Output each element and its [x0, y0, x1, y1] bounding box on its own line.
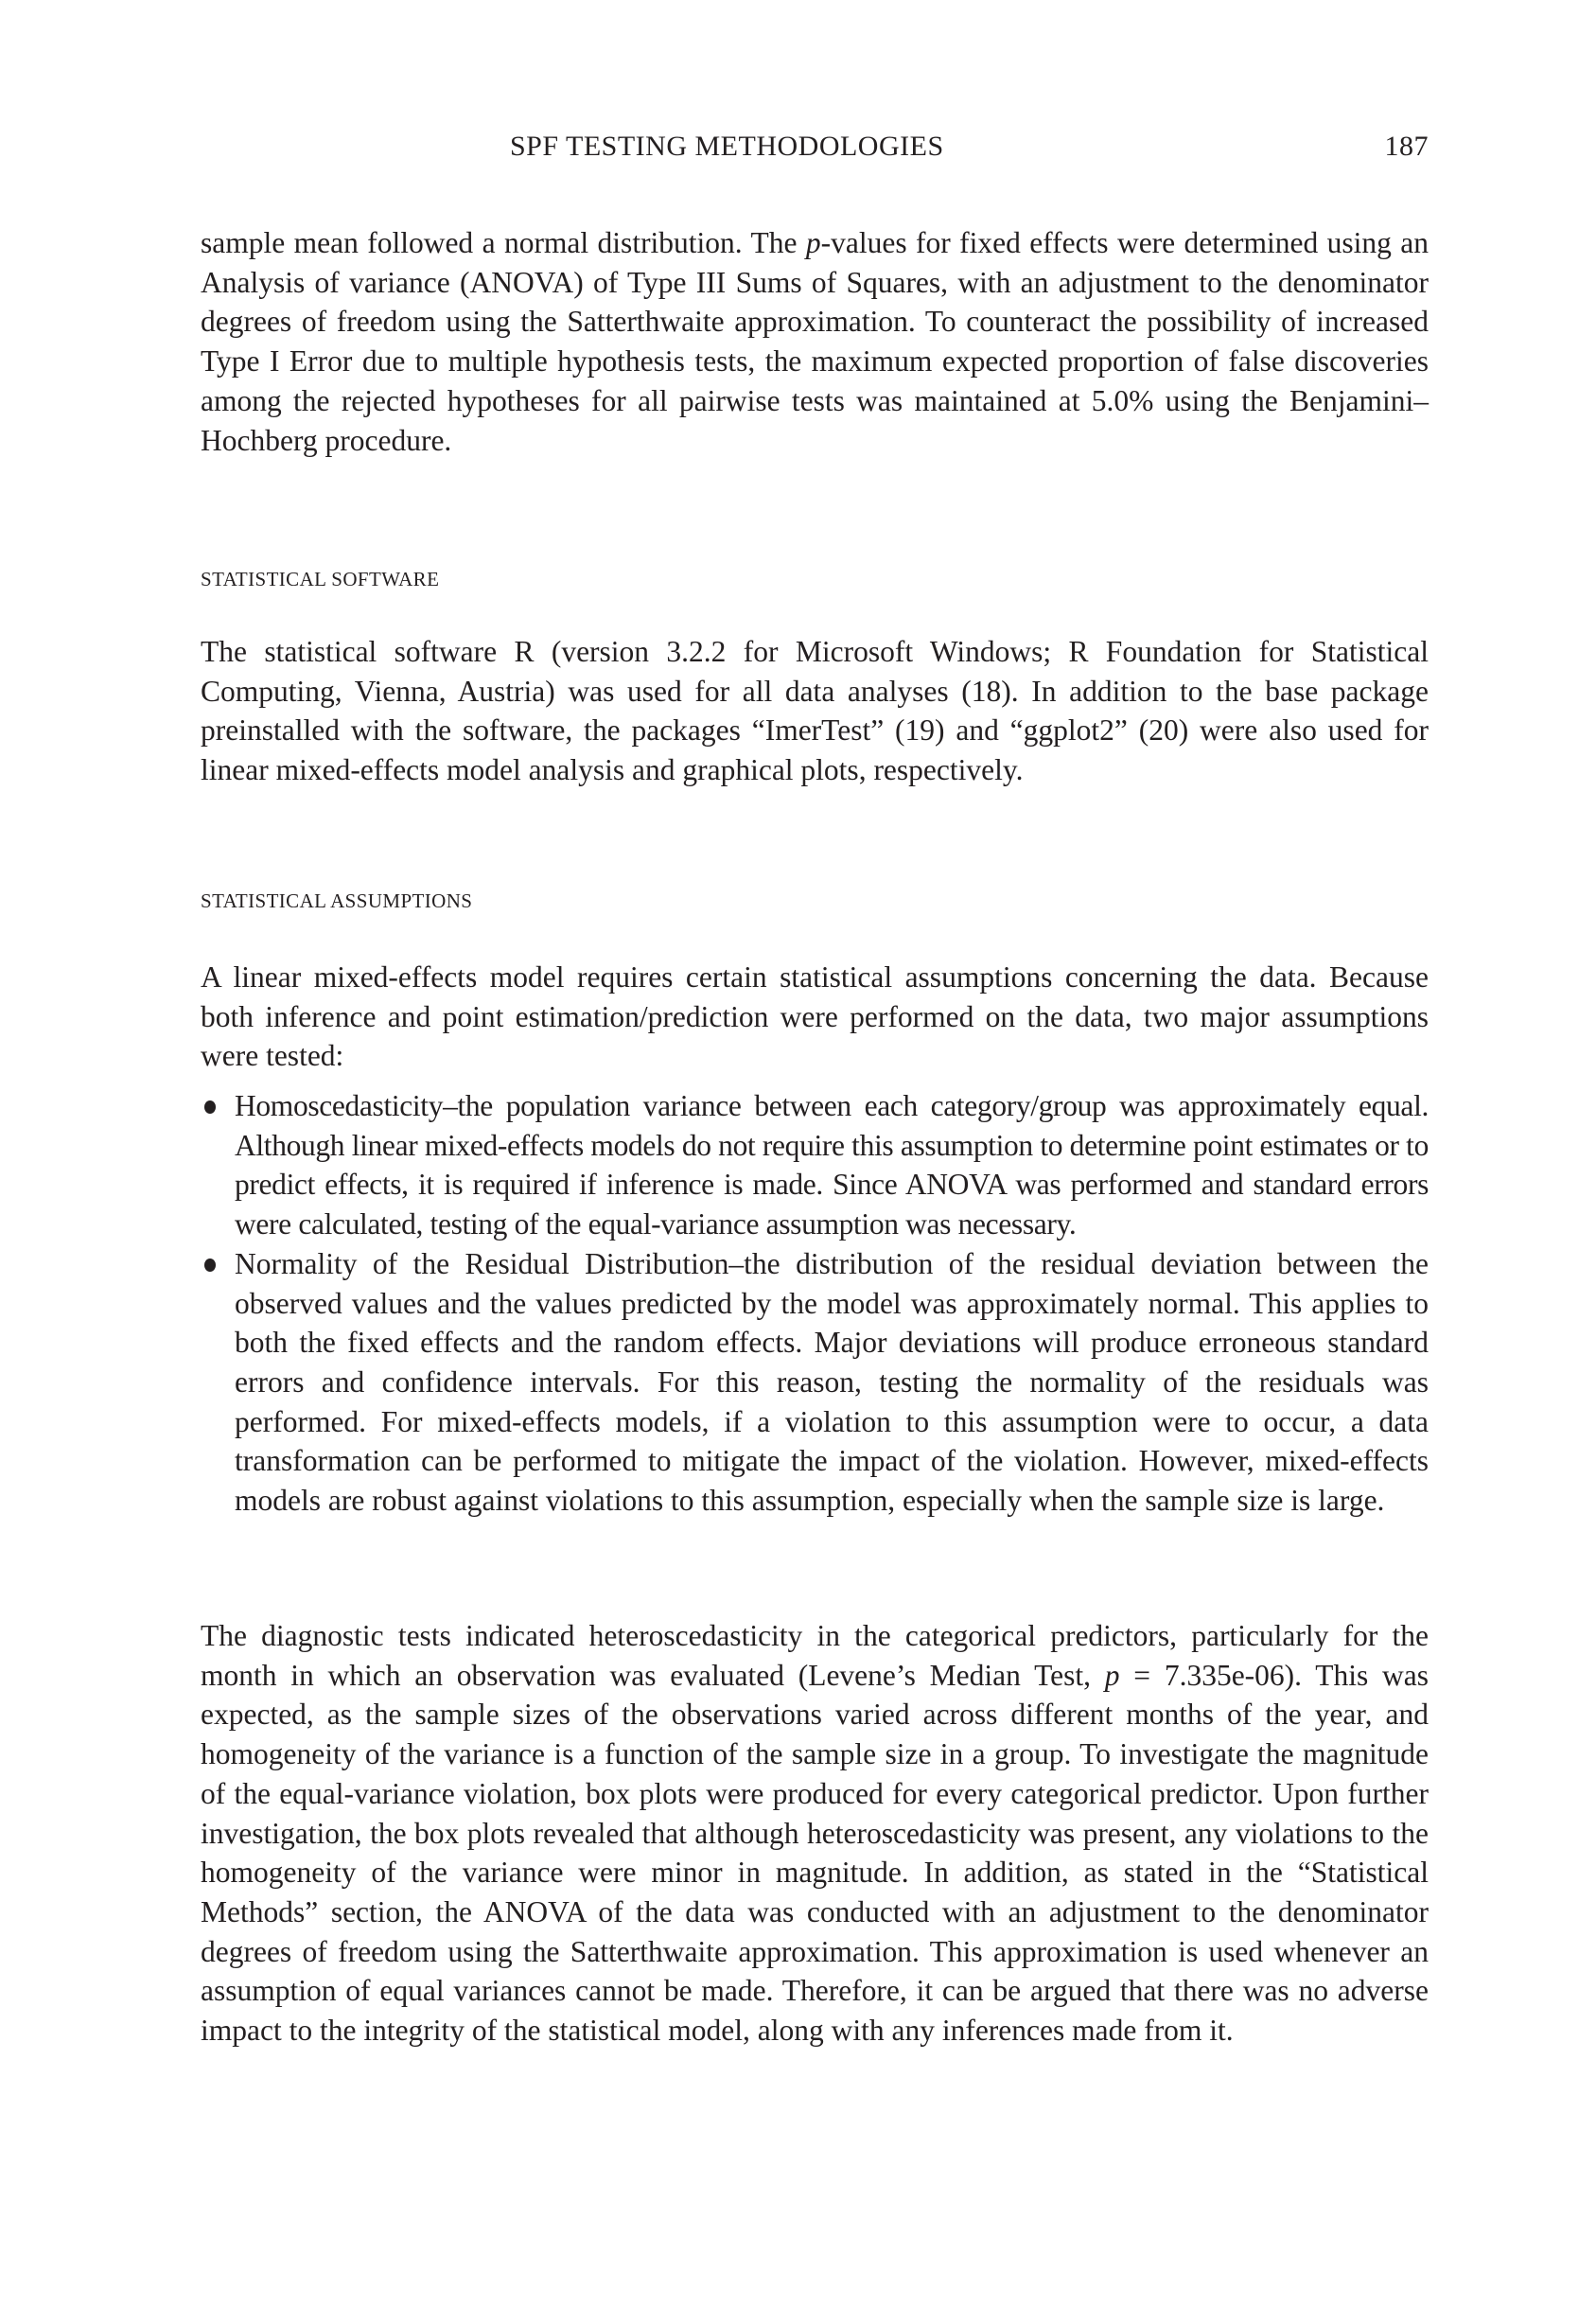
bullet-text: Normality of the Residual Distribution–the distribution of the residual deviation between the observed values and the values predicted by the model was approximately normal. This applies to both the fixed effects and the random effects. Major deviations will produce erroneous standard errors and confidence intervals. For this reason, testing the normality of the residuals was performed. For mixed-effects models, if a violation to this assumption were to occur, a data transformation can be performed to mitigate the impact of the violation. However, mixed-effects models are robust against violations to this assumption, especially when the sample size is large.: [235, 1246, 1429, 1518]
bullet-dot-icon: [204, 1259, 216, 1272]
bullet-text: Homoscedasticity–the population variance between each category/group was approximately equal. Although linear mixed-effects models do not require this assumption to determine point estimates or to predict effects, it is required if inference is made. Since ANOVA was performed and standard errors were calculated, testing of the equal-variance assumption was necessary.: [235, 1089, 1429, 1241]
text-run: The diagnostic tests indicated heteroscedasticity in the categorical predictors, particularly for the month in which an observation was evaluated (Levene’s Median Test,: [201, 1619, 1429, 1692]
text-run: = 7.335e-06). This was expected, as the sample sizes of the observations varied across different months of the year, and homogeneity of the variance is a function of the sample size in a group. To investigate the magnitude of the equal-variance violation, box plots were produced for every categorical predictor. Upon further investigation, the box plots revealed that although heteroscedasticity was present, any violations to the homogeneity of the variance were minor in magnitude. In addition, as stated in the “Statistical Methods” section, the ANOVA of the data was conducted with an adjustment to the denominator degrees of freedom using the Satterthwaite approximation. This approximation is used whenever an assumption of equal variances cannot be made. Therefore, it can be argued that there was no adverse impact to the integrity of the statistical model, along with any inferences made from it.: [201, 1658, 1429, 2048]
page-number: 187: [1384, 131, 1429, 162]
paragraph-statistical-software: The statistical software R (version 3.2.2 for Microsoft Windows; R Foundation for Statistical Computing, Vienna, Austria) was used for all data analyses (18). In addition to the base package preinstalled with the software, the packages “ImerTest” (19) and “ggplot2” (20) were also used for linear mixed-effects model analysis and graphical plots, respectively.: [201, 635, 1429, 787]
italic-p-symbol: p: [1104, 1658, 1120, 1692]
running-head-title: SPF TESTING METHODOLOGIES: [510, 131, 944, 162]
assumptions-bullet-list: [201, 1086, 1429, 1521]
bullet-item-normality: [201, 1244, 1429, 1521]
section-heading-statistical-software: STATISTICAL SOFTWARE: [201, 568, 440, 590]
paragraph-statistical-methods-continued: [201, 223, 1429, 460]
bullet-dot-icon: [204, 1100, 216, 1114]
italic-p-symbol: p: [805, 226, 821, 259]
text-run: sample mean followed a normal distribution. The: [201, 226, 806, 259]
bullet-item-homoscedasticity: [201, 1086, 1429, 1244]
running-head: [201, 131, 1429, 168]
section-heading-statistical-assumptions: STATISTICAL ASSUMPTIONS: [201, 889, 473, 912]
text-run: -values for fixed effects were determined using an Analysis of variance (ANOVA) of Type III Sums of Squares, with an adjustment to the denominator degrees of freedom using the Satterthwaite approximation. To counteract the possibility of increased Type I Error due to multiple hypothesis tests, the maximum expected proportion of false discoveries among the rejected hypotheses for all pairwise tests was maintained at 5.0% using the Benjamini–Hochberg procedure.: [201, 226, 1429, 457]
paragraph-assumptions-intro: A linear mixed-effects model requires certain statistical assumptions concerning the data. Because both inference and point estimation/prediction were performed on the data, two major assumptions were tested:: [201, 960, 1429, 1073]
paragraph-diagnostic-tests: [201, 1616, 1429, 2051]
